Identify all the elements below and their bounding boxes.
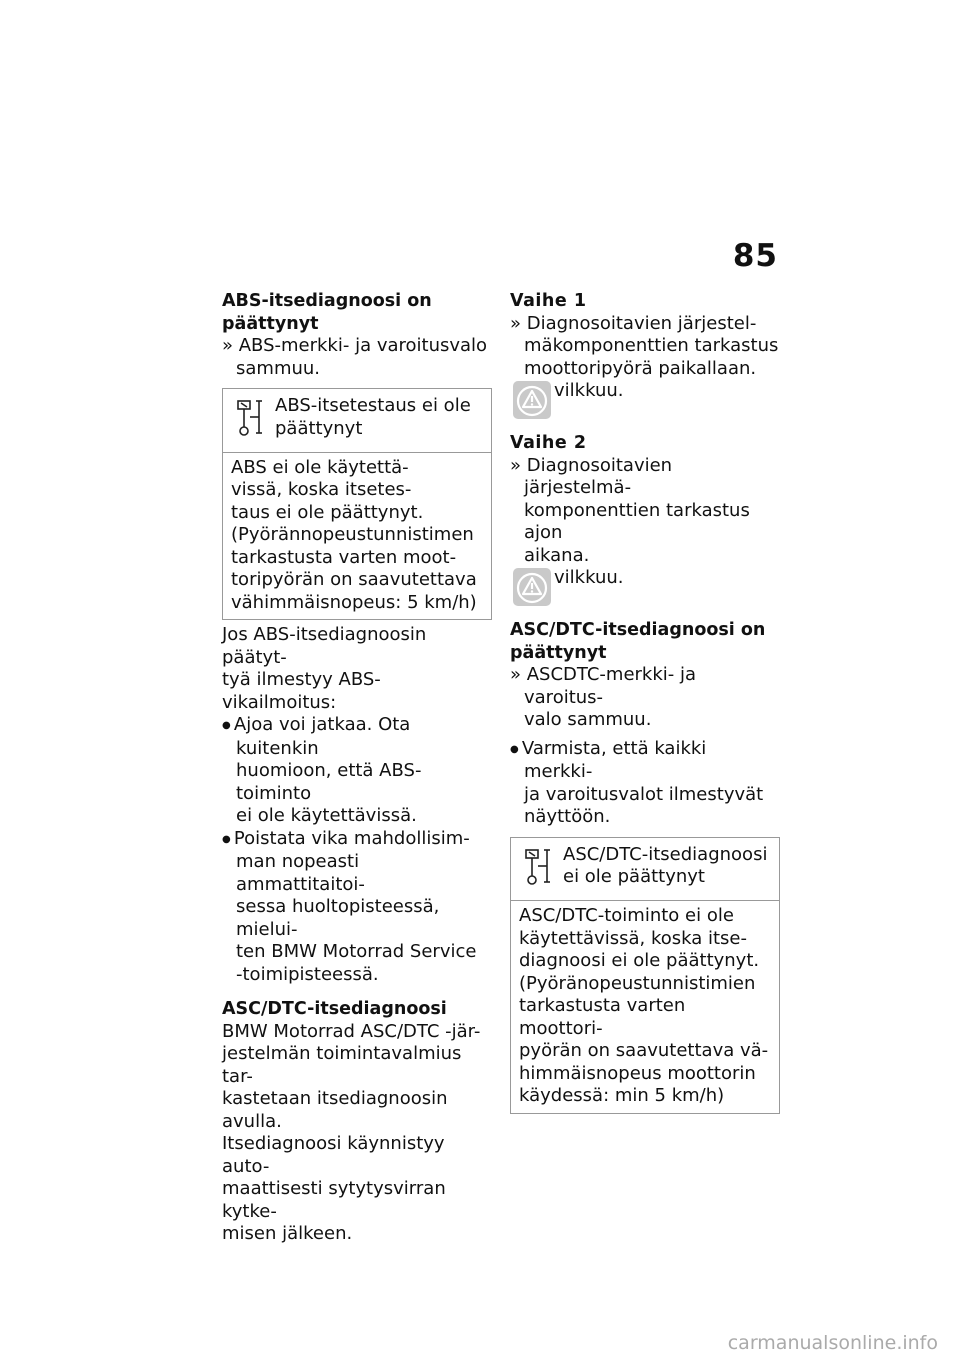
- warning-triangle-icon: [512, 380, 552, 420]
- bullet-repair-fault: ● Poistata vika mahdollisim- man nopeasti ammattitaitoi- sessa huoltopisteessä, mielui- ten BMW Motorrad Service -toimipisteessä.: [222, 828, 492, 987]
- asc-dtc-heading: ASC/DTC-itsediagnoosi: [222, 999, 447, 1019]
- page-number: 85: [732, 238, 778, 274]
- abs-note-title: ABS-itsetestaus ei ole päättynyt: [275, 395, 471, 439]
- asc-note-title: ASC/DTC-itsediagnoosi ei ole päättynyt: [563, 843, 768, 887]
- caliper-test-icon: [237, 399, 273, 444]
- step1-lamp-row: [510, 380, 780, 420]
- step1-flash-text: vilkkuu.: [554, 380, 624, 401]
- warning-triangle-icon: [512, 567, 552, 607]
- asc-done-result: » ASCDTC-merkki- ja varoitus- valo sammuu.: [510, 664, 780, 732]
- abs-note-box: [222, 388, 492, 620]
- step2-flash-text: vilkkuu.: [554, 567, 624, 588]
- bullet-continue-riding: ● Ajoa voi jatkaa. Ota kuitenkin huomioon, että ABS-toiminto ei ole käytettävissä.: [222, 714, 492, 828]
- right-column: [510, 290, 780, 1114]
- abs-done-result: » ABS-merkki- ja varoitusvalo sammuu.: [222, 335, 492, 380]
- step1-result: » Diagnosoitavien järjestel- mäkomponenttien tarkastus moottoripyörä paikallaan.: [510, 313, 780, 381]
- asc-note-body: ASC/DTC-toiminto ei ole käytettävissä, koska itse- diagnoosi ei ole päättynyt. (Pyöränopeustunnistimien tarkastusta varten moottori- pyörän on saavutettava vä- himmäisnopeus moottorin käydessä: min 5 km/h): [519, 905, 769, 1106]
- caliper-test-icon: [525, 848, 561, 893]
- abs-note-header: [223, 389, 491, 453]
- step2-result: » Diagnosoitavien järjestelmä- komponenttien tarkastus ajon aikana.: [510, 455, 780, 568]
- abs-note-body: ABS ei ole käytettä- vissä, koska itsetes- taus ei ole päättynyt. (Pyörännopeustunnistimen tarkastusta varten moot- toripyörän on saavutettava vähimmäisnopeus: 5 km/h): [231, 456, 477, 613]
- bullet-verify-lamps: ● Varmista, että kaikki merkki- ja varoitusvalot ilmestyvät näyttöön.: [510, 738, 780, 829]
- step2-lamp-row: [510, 567, 780, 607]
- asc-note-box: [510, 837, 780, 1114]
- left-column: [222, 290, 492, 1246]
- step2-heading: Vaihe 2: [510, 433, 587, 453]
- watermark-link[interactable]: carmanualsonline.info: [727, 1332, 938, 1354]
- abs-done-heading: ABS-itsediagnoosi on päättynyt: [222, 291, 432, 334]
- asc-dtc-body: BMW Motorrad ASC/DTC -jär- jestelmän toimintavalmius tar- kastetaan itsediagnoosin avulla. Itsediagnoosi käynnistyy auto- maattisesti sytytysvirran kytke- misen jälkeen.: [222, 1020, 481, 1244]
- abs-fault-text: Jos ABS-itsediagnoosin päätyt- tyä ilmestyy ABS-vikailmoitus:: [222, 624, 427, 713]
- asc-note-header: [511, 838, 779, 902]
- step1-heading: Vaihe 1: [510, 291, 587, 311]
- asc-done-heading: ASC/DTC-itsediagnoosi on päättynyt: [510, 620, 766, 663]
